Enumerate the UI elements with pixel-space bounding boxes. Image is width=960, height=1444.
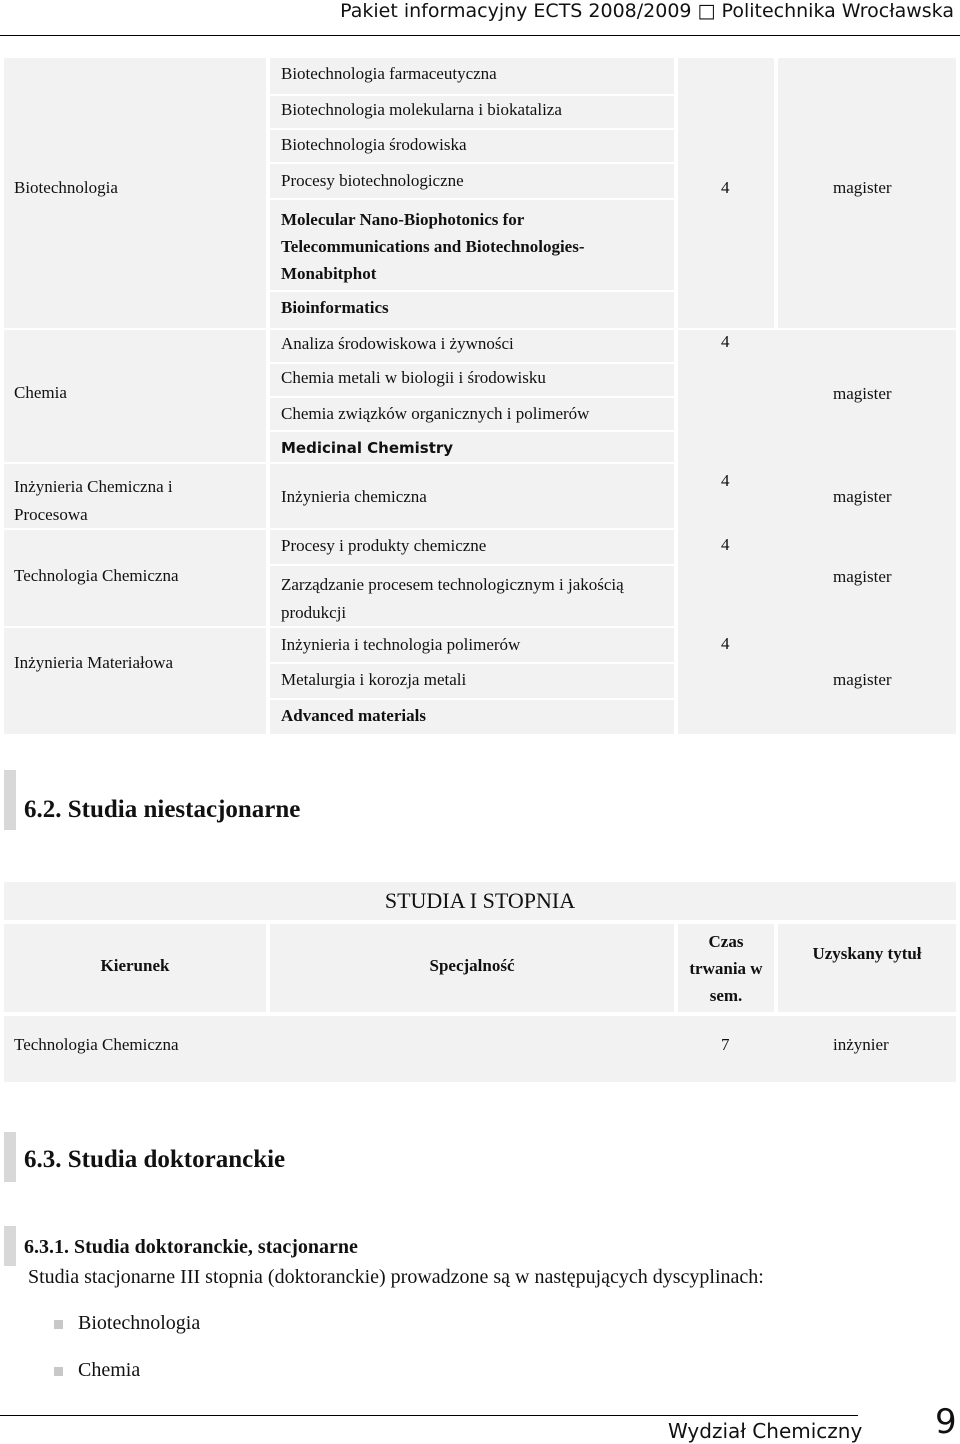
table-caption: STUDIA I STOPNIA [384, 888, 576, 913]
section-marker [4, 1226, 16, 1266]
table-cell [4, 628, 266, 734]
specjalnosc-cell: Inżynieria chemiczna [281, 487, 427, 506]
list-item: Biotechnologia [78, 1312, 201, 1334]
kierunek-cell: Technologia Chemiczna [14, 566, 179, 585]
specjalnosc-cell: Bioinformatics [281, 298, 389, 317]
specjalnosc-cell: Biotechnologia molekularna i biokataliza [281, 100, 562, 119]
czas-cell: 4 [721, 535, 730, 554]
specjalnosc-cell: Zarządzanie procesem technologicznym i jakością produkcji [281, 575, 624, 622]
specjalnosc-cell: Metalurgia i korozja metali [281, 670, 467, 689]
running-header: Pakiet informacyjny ECTS 2008/2009 □ Politechnika Wrocławska [340, 0, 954, 22]
intro-paragraph: Studia stacjonarne III stopnia (doktoranckie) prowadzone są w następujących dyscyplinach: [28, 1266, 764, 1288]
specjalnosc-cell: Analiza środowiskowa i żywności [281, 334, 514, 353]
column-header: Specjalność [429, 956, 515, 975]
tytul-cell: magister [833, 670, 892, 689]
kierunek-cell: Technologia Chemiczna [14, 1035, 179, 1054]
footer-rule [0, 1415, 858, 1416]
kierunek-cell: Inżynieria Materiałowa [14, 653, 174, 672]
kierunek-cell: Chemia [14, 383, 67, 402]
tytul-cell: magister [833, 384, 892, 403]
specjalnosc-cell: Biotechnologia środowiska [281, 135, 467, 154]
czas-cell: 4 [721, 178, 730, 197]
tytul-cell: magister [833, 567, 892, 586]
kierunek-cell: Biotechnologia [14, 178, 118, 197]
kierunek-cell: Inżynieria Chemiczna i Procesowa [14, 477, 173, 524]
page-number: 9 [935, 1402, 957, 1442]
specjalnosc-cell: Inżynieria i technologia polimerów [281, 635, 521, 654]
specjalnosc-cell: Procesy i produkty chemiczne [281, 536, 487, 555]
tytul-cell: magister [833, 487, 892, 506]
czas-cell: 4 [721, 471, 730, 490]
column-header: Uzyskany tytuł [812, 944, 922, 963]
bullet-icon [54, 1320, 63, 1329]
specjalnosc-cell: Medicinal Chemistry [281, 439, 454, 457]
header-rule [0, 35, 960, 36]
section-heading: 6.2. Studia niestacjonarne [24, 796, 301, 823]
specjalnosc-cell: Chemia związków organicznych i polimerów [281, 404, 590, 423]
specjalnosc-cell: Advanced materials [281, 706, 426, 725]
column-header: Kierunek [100, 956, 170, 975]
czas-cell: 7 [721, 1035, 730, 1054]
column-header: Czas trwania w sem. [689, 932, 763, 1005]
subsection-heading: 6.3.1. Studia doktoranckie, stacjonarne [24, 1236, 358, 1258]
specjalnosc-cell: Biotechnologia farmaceutyczna [281, 64, 497, 83]
bullet-icon [54, 1367, 63, 1376]
specjalnosc-cell: Chemia metali w biologii i środowisku [281, 368, 546, 387]
section-marker [4, 770, 16, 830]
section-marker [4, 1132, 16, 1182]
section-heading: 6.3. Studia doktoranckie [24, 1146, 286, 1173]
czas-cell: 4 [721, 332, 730, 351]
specjalnosc-cell: Molecular Nano-Biophotonics for Telecommunications and Biotechnologies-Monabitphot [281, 210, 585, 283]
czas-cell: 4 [721, 634, 730, 653]
footer-faculty: Wydział Chemiczny [668, 1419, 863, 1443]
tytul-cell: magister [833, 178, 892, 197]
list-item: Chemia [78, 1359, 141, 1381]
tytul-cell: inżynier [833, 1035, 889, 1054]
specjalnosc-cell: Procesy biotechnologiczne [281, 171, 464, 190]
